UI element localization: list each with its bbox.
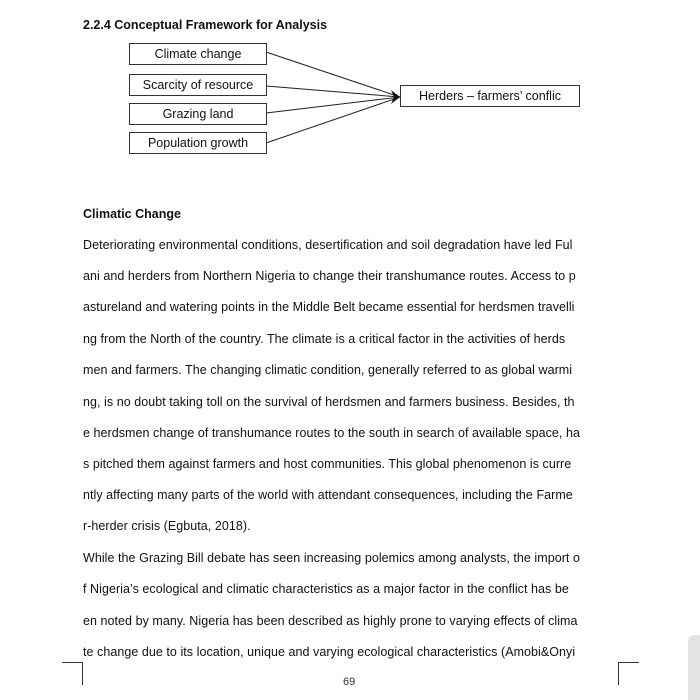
body-line: ng, is no doubt taking toll on the survival of herdsmen and farmers business. Besides, th xyxy=(83,395,575,409)
body-line: e herdsmen change of transhumance routes to the south in search of available space, ha xyxy=(83,426,580,440)
body-line: en noted by many. Nigeria has been described as highly prone to varying effects of clima xyxy=(83,614,578,628)
body-line: astureland and watering points in the Middle Belt became essential for herdsmen travelli xyxy=(83,300,575,314)
body-line: te change due to its location, unique and varying ecological characteristics (Amobi&Onyi xyxy=(83,645,576,659)
framework-connectors xyxy=(0,0,700,200)
factor-box-grazing-land: Grazing land xyxy=(129,103,267,125)
body-line: r-herder crisis (Egbuta, 2018). xyxy=(83,519,251,533)
factor-box-population-growth: Population growth xyxy=(129,132,267,154)
scrollbar-thumb[interactable] xyxy=(688,635,700,700)
body-line: s pitched them against farmers and host communities. This global phenomenon is curre xyxy=(83,457,572,471)
section-heading: 2.2.4 Conceptual Framework for Analysis xyxy=(83,18,328,32)
body-line: ng from the North of the country. The climate is a critical factor in the activities of herds xyxy=(83,332,566,346)
body-line: ntly affecting many parts of the world with attendant consequences, including the Farme xyxy=(83,488,573,502)
connector-population-growth xyxy=(266,97,400,143)
factor-box-climate-change: Climate change xyxy=(129,43,267,65)
outcome-box-herders-farmers-conflict: Herders – farmers’ conflic xyxy=(400,85,580,107)
body-line: While the Grazing Bill debate has seen increasing polemics among analysts, the import o xyxy=(83,551,580,565)
body-line: f Nigeria’s ecological and climatic characteristics as a major factor in the conflict has be xyxy=(83,582,569,596)
body-line: ani and herders from Northern Nigeria to change their transhumance routes. Access to p xyxy=(83,269,576,283)
page-number: 69 xyxy=(343,676,356,688)
crop-mark-right xyxy=(618,662,639,685)
crop-mark-left xyxy=(62,662,83,685)
body-line: men and farmers. The changing climatic condition, generally referred to as global warmi xyxy=(83,363,573,377)
connector-grazing-land xyxy=(266,97,400,113)
body-line: Deteriorating environmental conditions, desertification and soil degradation have led Ful xyxy=(83,238,573,252)
connector-climate-change xyxy=(266,52,400,97)
arrowhead-icon xyxy=(391,90,400,104)
subsection-heading: Climatic Change xyxy=(83,207,181,221)
factor-box-scarcity-of-resource: Scarcity of resource xyxy=(129,74,267,96)
connector-scarcity-of-resource xyxy=(266,86,400,97)
